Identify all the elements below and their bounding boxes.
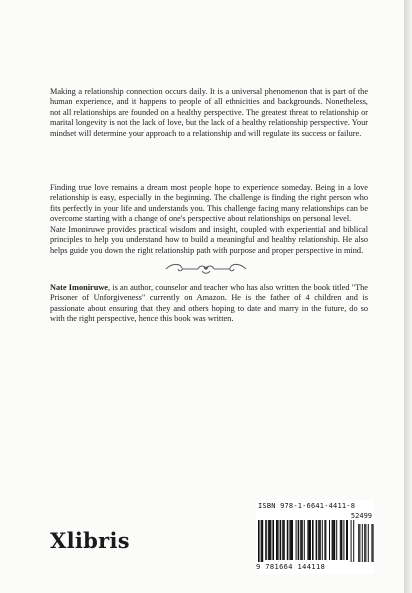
barcode-bar: [318, 520, 319, 560]
ean-digits: 9 781664 144118: [256, 563, 326, 571]
author-bio-text: , is an author, counselor and teacher who has also written the book titled "The Prisoner of Unforgiveness" currently on Amazon. He is the father of 4 children and is passionate about ensuring that they and others hoping to date and marry in the future, do so with the right perspective, hence this book was written.: [50, 283, 368, 324]
barcode-bar: [333, 520, 334, 560]
barcode-bar: [296, 520, 297, 560]
barcode-bar: [322, 520, 323, 560]
barcode-bar: [310, 520, 311, 560]
barcode-bar: [351, 520, 352, 562]
barcode-bar: [347, 520, 348, 560]
description-paragraph-1: Making a relationship connection occurs daily. It is a universal phenomenon that is part of the human experience, and it happens to people of all ethnicities and backgrounds. Nonetheless, not all relationships are founded on a healthy perspective. The greatest threat to relationship or marital longevity is not the lack of love, but the lack of a healthy relationship perspective. Your mindset will determine your approach to a relationship and will regulate its success or failure.: [50, 87, 368, 138]
barcode-bar: [283, 520, 285, 560]
barcode-bar: [262, 520, 264, 562]
isbn-label: ISBN 978-1-6641-4411-8: [258, 502, 356, 510]
isbn-barcode: [256, 500, 374, 574]
barcode-bar: [319, 520, 321, 560]
barcode-addon-bar: [365, 524, 366, 562]
barcode-bar: [272, 520, 274, 560]
barcode-bar: [325, 520, 326, 560]
barcode-bar: [269, 520, 271, 560]
barcode-bar: [340, 520, 341, 560]
barcode-bar: [287, 520, 289, 560]
barcode-bar: [278, 520, 279, 560]
barcode-bar: [290, 520, 292, 560]
barcode-bar: [346, 520, 347, 560]
barcode-addon-number: 52499: [350, 512, 372, 520]
barcode-bar: [265, 520, 267, 560]
barcode-addon-bar: [362, 524, 363, 562]
barcode-addon-bar: [359, 524, 360, 562]
author-bio-paragraph: [50, 283, 368, 325]
barcode-bar: [258, 520, 260, 562]
barcode-bar: [298, 520, 300, 560]
barcode-addon-bar: [364, 524, 365, 562]
barcode-bar: [268, 520, 269, 560]
barcode-bar: [304, 520, 305, 560]
barcode-addon-bar: [373, 524, 374, 562]
ornament-divider-icon: [164, 262, 248, 276]
barcode-bar: [289, 520, 290, 560]
barcode-addon-bar: [368, 524, 369, 562]
barcode-bar: [324, 520, 325, 560]
publisher-logo: Xlibris: [50, 528, 130, 553]
barcode-bar: [282, 520, 283, 560]
description-paragraph-2: Finding true love remains a dream most people hope to experience someday. Being in a love relationship is easy, especially in the beginning. The challenge is finding the right person who fits perfectly in your life and understands you. This challenge facing many relationships can be overcome starting with a change of one's perspective about relationships on personal level.: [50, 183, 368, 224]
barcode-bar: [312, 520, 314, 560]
description-paragraph-3: Nate Imoniruwe provides practical wisdom and insight, coupled with experiential and biblical principles to help you understand how to build a meaningful and healthy relationship. He also helps guide you down the right relationship path with purpose and proper perspective in mind.: [50, 225, 368, 255]
barcode-bar: [301, 520, 303, 560]
barcode-bar: [261, 520, 262, 562]
barcode-bar: [329, 520, 330, 560]
barcode-bar: [292, 520, 293, 560]
barcode-addon-bar: [358, 524, 359, 562]
barcode-bar: [332, 520, 333, 560]
barcode-bars-icon: [256, 520, 374, 562]
barcode-bar: [341, 520, 343, 560]
barcode-bar: [334, 520, 336, 560]
barcode-bar: [300, 520, 301, 560]
barcode-bar: [280, 520, 282, 560]
barcode-bar: [336, 520, 337, 560]
barcode-bar: [316, 520, 318, 560]
spine-edge: [404, 0, 412, 593]
barcode-bar: [276, 520, 278, 560]
barcode-bar: [343, 520, 344, 560]
barcode-bar: [270, 520, 271, 560]
barcode-bar: [353, 520, 354, 562]
barcode-addon-bar: [371, 524, 372, 562]
author-name: Nate Imoniruwe: [50, 283, 108, 292]
barcode-bar: [308, 520, 310, 560]
barcode-bar: [307, 520, 308, 560]
